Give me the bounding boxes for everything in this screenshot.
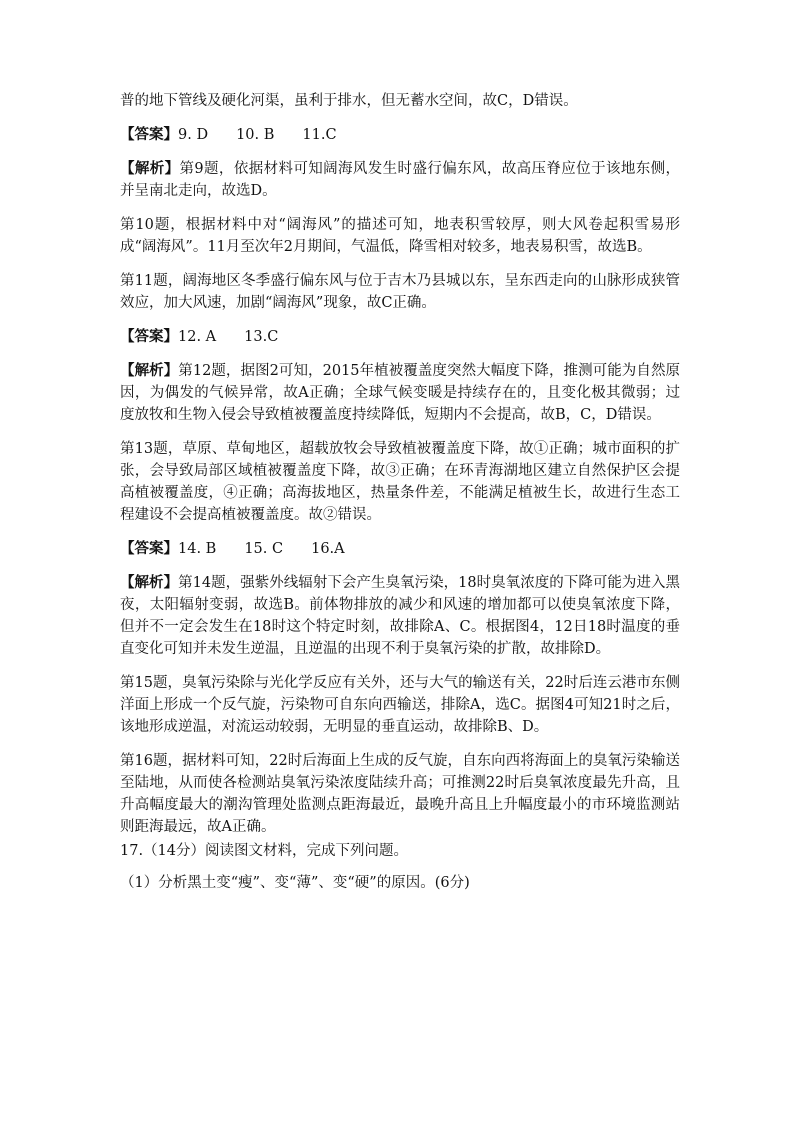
explanation-paragraph: 第11题，阔海地区冬季盛行偏东风与位于吉木乃县城以东，呈东西走向的山脉形成狭管效应，加大风速，加剧“阔海风”现象，故C正确。	[120, 273, 680, 311]
explanation-paragraph: 第10题，根据材料中对“阔海风”的描述可知，地表积雪较厚，则大风卷起积雪易形成“阔海风”。11月至次年2月期间，气温低，降雪相对较多，地表易积雪，故选B。	[120, 217, 680, 255]
answer-value: 11.C	[302, 127, 337, 143]
answer-values	[178, 329, 306, 345]
analysis-tag: 【解析】	[120, 575, 179, 591]
analysis-paragraph	[120, 360, 680, 426]
answer-value: 12. A	[178, 329, 217, 345]
analysis-text: 第12题，据图2可知，2015年植被覆盖度突然大幅度下降，推测可能为自然原因，为偶发的气候异常，故A正确；全球气候变暖是持续存在的，且变化极其微弱；过度放牧和生物入侵会导致植被覆盖度持续降低，短期内不会提高，故B，C，D错误。	[120, 363, 681, 423]
answer-value: 14. B	[178, 541, 217, 557]
answer-value: 13.C	[244, 329, 279, 345]
answer-values	[178, 127, 365, 143]
analysis-paragraph	[120, 158, 680, 202]
answer-value: 16.A	[311, 541, 345, 557]
answer-values	[178, 541, 373, 557]
answer-line	[120, 538, 680, 560]
answer-value: 10. B	[236, 127, 275, 143]
answer-value: 15. C	[244, 541, 284, 557]
explanation-paragraph: 第16题，据材料可知，22时后海面上生成的反气旋，自东向西将海面上的臭氧污染输送至陆地，从而使各检测站臭氧污染浓度陆续升高；可推测22时后臭氧浓度最先升高，且升高幅度最大的潮沟管理处监测点距海最近，最晚升高且上升幅度最小的市环境监测站则距海最远，故A正确。	[120, 753, 680, 835]
analysis-tag: 【解析】	[120, 161, 180, 177]
analysis-paragraph	[120, 572, 680, 660]
answer-tag: 【答案】	[120, 541, 178, 557]
answer-line	[120, 326, 680, 348]
document-content	[120, 90, 680, 894]
explanation-paragraph: 第13题，草原、草甸地区，超载放牧会导致植被覆盖度下降，故①正确；城市面积的扩张，会导致局部区域植被覆盖度下降，故③正确；在环青海湖地区建立自然保护区会提高植被覆盖度，④正确；高海拔地区，热量条件差，不能满足植被生长，故进行生态工程建设不会提高植被覆盖度。故②错误。	[120, 441, 680, 523]
analysis-tag: 【解析】	[120, 363, 179, 379]
analysis-text: 第14题，强紫外线辐射下会产生臭氧污染，18时臭氧浓度的下降可能为进入黑夜，太阳辐射变弱，故选B。前体物排放的减少和风速的增加都可以使臭氧浓度下降，但并不一定会发生在18时这个特定时刻，故排除A、C。根据图4，12日18时温度的垂直变化可知并未发生逆温，且逆温的出现不利于臭氧污染的扩散，故排除D。	[120, 575, 680, 657]
answer-line	[120, 124, 680, 146]
explanation-paragraph: 第15题，臭氧污染除与光化学反应有关外，还与大气的输送有关，22时后连云港市东侧洋面上形成一个反气旋，污染物可自东向西输送，排除A，选C。据图4可知21时之后，该地形成逆温，对流运动较弱，无明显的垂直运动，故排除B、D。	[120, 675, 680, 735]
analysis-text: 第9题，依据材料可知阔海风发生时盛行偏东风，故高压脊应位于该地东侧，并呈南北走向，故选D。	[120, 161, 680, 199]
subquestion: （1）分析黑土变“瘦”、变“薄”、变“硬”的原因。(6分)	[120, 875, 470, 891]
question-heading: 17.（14分）阅读图文材料，完成下列问题。	[120, 843, 409, 859]
paragraph-continuation: 普的地下管线及硬化河渠，虽利于排水，但无蓄水空间，故C，D错误。	[120, 93, 578, 109]
answer-value: 9. D	[178, 127, 209, 143]
answer-tag: 【答案】	[120, 329, 178, 345]
answer-tag: 【答案】	[120, 127, 178, 143]
